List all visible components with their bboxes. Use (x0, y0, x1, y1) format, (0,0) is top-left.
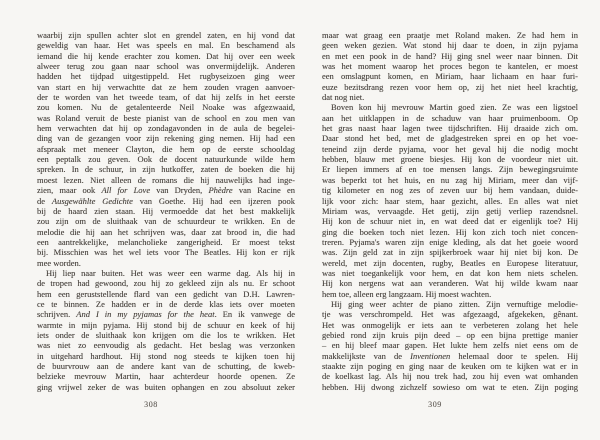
text-line: tig kilometer en nog zes of zeven uur bij hem vandaan, duide- (322, 185, 578, 196)
text-line: Hij kon nergens wat aan veranderen. Wat hij wilde kwam naar (322, 278, 578, 289)
text-line: zien, maar ook All for Love van Dryden, Phèdre van Racine en (37, 185, 295, 196)
text-line: wereld, met zijn docenten, rugby, Beatles en Europese literatuur, (322, 257, 578, 268)
text-line: ce te binnen. Ze hadden er in de derde klas iets over moeten (37, 298, 295, 309)
book-page-right (322, 30, 578, 420)
text-line: zou zijn om de sluithaak van de schuurdeur te wrikken. En de (37, 216, 295, 227)
text-line: hem een geruststellende flard van een gedicht van D.H. Lawren- (37, 288, 295, 299)
text-line: de buurvrouw aan de andere kant van de schutting, de kweb- (37, 361, 295, 371)
text-line: Hij liep naar buiten. Het was weer een warme dag. Als hij in (46, 267, 295, 278)
text-line: de Ausgewählte Gedichte van Goethe. Hij had een ijzeren pook (37, 195, 296, 206)
text-line: afspraak met meneer Clayton, die hem op de eerste schooldag (37, 143, 295, 154)
text-line: een peptalk zou geven. Ook de docent natuurkunde wilde hem (37, 154, 295, 165)
text-line: Er liepen immers af en toe mensen langs. Zijn bewegingsruimte (322, 164, 578, 175)
text-line: en met een pook in de hand? Hij ging snel weer naar binnen. Dit (322, 50, 578, 61)
text-line: moest lezen. Niet alleen de romans die hij nauwelijks had inge- (37, 174, 295, 185)
text-line: treren. Pyjama's waren zijn enige kleding, als dat het goeie woord (322, 236, 578, 247)
text-line: iets onder de sluithaak kon krijgen om die los te wrikken. Het (37, 329, 295, 340)
text-line: melodie die hij aan het schrijven was, daar zat brood in, die had (37, 226, 295, 237)
text-line: Hij kon de schuur niet in, en wat deed dat er eigenlijk toe? Hij (322, 216, 578, 227)
text-line: belzieke mevrouw Martin, haar achterdeur hoorde openen. Ze (37, 371, 295, 382)
text-line: was Roland veruit de beste pianist van de school en zou men van (37, 112, 295, 123)
text-line: spreken. In de schuur, in zijn hutkoffer, zaten de boeken die hij (37, 164, 295, 175)
text-line: hadden het tijdpad uitgestippeld. Het rugbyseizoen ging weer (37, 71, 295, 82)
text-line: Het was onmogelijk er iets aan te verbeteren zolang het hele (322, 319, 578, 330)
text-line: staakte zijn poging en ging naar de keuken om te kijken wat er in (322, 361, 578, 371)
text-line: waarbij zijn spullen achter slot en grendel zaten, en hij vond dat (37, 30, 295, 40)
text-line: Daar stond het bed, met de gladgestreken sprei en op het voe- (322, 133, 578, 144)
text-line: van start en hij verwachtte dat ze hem zouden vragen aanvoer- (37, 81, 295, 92)
text-line: tje was verschrompeld. Het was afgezaagd, afgekeken, gênant. (322, 309, 578, 320)
text-line: der te worden van het tweede team, of dat hij zelfs in het eerste (37, 92, 295, 103)
text-line: alweer terug zou gaan naar school was onvermijdelijk. Anderen (37, 61, 295, 72)
text-line: was. Zijn geld zat in zijn spijkerbroek waar hij niet bij kon. De (322, 247, 578, 258)
text-line: Hij ging weer achter de piano zitten. Zijn vernuftige melodie- (331, 298, 578, 309)
text-line: Miriam was, vervaagde. Het getij, zijn getij verliep razendsnel. (322, 205, 578, 216)
page-text-block (322, 30, 578, 392)
text-line: ging vrijwel zeker de was buiten ophangen en zou absoluut zeker (37, 381, 295, 392)
text-line: de tropen had gewoond, zou hij zo gekleed zijn als nu. Er schoot (37, 278, 295, 289)
text-line: aan het uitklappen in de schaduw van haar pruimenboom. Op (322, 112, 578, 123)
text-line: Boven kon hij mevrouw Martin goed zien. Ze was een ligstoel (331, 102, 578, 113)
text-line: warmte in mijn pyjama. Hij stond bij de schuur en keek of hij (37, 319, 295, 330)
text-line: een aantrekkelijke, melancholieke zangerigheid. Er moest tekst (37, 236, 295, 247)
text-line: hebben. Hij dwong zichzelf sowieso om wat te eten. Zijn poging (322, 381, 578, 392)
text-line: hebben, blauw met groene biesjes. Hij kon de voordeur niet uit. (322, 154, 578, 165)
text-line: ding van de gezangen voor zijn rekening ging nemen. Hij had een (37, 133, 295, 144)
text-line: dat nog niet. (322, 92, 365, 103)
text-line: een omslagpunt komen, en Miriam, haar lichaam en haar furi- (322, 71, 578, 82)
page-number: 309 (428, 400, 442, 409)
text-line: het gras naast haar lagen twee tijdschriften. Hij draaide zich om. (322, 123, 578, 134)
text-line: de koelkast lag. Als hij nou trek had, zou hij even wat omhanden (322, 371, 578, 382)
text-line: was het moment waarop het proces begon te kantelen, er moest (322, 61, 578, 72)
text-line: lijk voor zich: haar stem, haar gezicht, alles. En alles wat niet (322, 195, 578, 206)
text-line: bij de haard zien staan. Hij vermoedde dat het best makkelijk (37, 205, 295, 216)
text-line: hem verwachten dat hij op zondagavonden in de aula de begelei- (37, 123, 295, 134)
text-line: was niet toegankelijk voor hem, en dat kon hem niets schelen. (322, 267, 578, 278)
text-line: in uitgehard hardhout. Hij stond nog steeds te kijken toen hij (37, 350, 295, 361)
text-line: geweldig van haar. Het was speels en mal. En beschamend als (37, 40, 295, 51)
text-line: teneind zijn derde pyjama, voor het geval hij die nodig mocht (322, 143, 578, 154)
text-line: schrijven. And I in my pyjamas for the heat. En ik vanwege de (37, 309, 295, 320)
text-line: maar wat graag een praatje met Roland maken. Ze had hem in (322, 30, 578, 40)
text-line: gebied rond zijn kruis pijn deed – op een bijna prettige manier (322, 329, 578, 340)
text-line: zou komen. Nu de getalenteerde Neil Noake was afgezwaaid, (37, 102, 295, 113)
text-line: hem toe, alleen erg langzaam. Hij moest wachten. (322, 288, 492, 299)
page-text-block (37, 30, 295, 392)
text-line: bij. Misschien was het wel iets voor The Beatles. Hij kon er rijk (37, 247, 295, 258)
text-line: euze bezitsdrang rezen voor hem op, zij het niet heel krachtig, (322, 81, 578, 92)
text-line: ging die boeken toch niet lezen. Hij kon zich toch niet concen- (322, 226, 578, 237)
text-line: makkelijkste van de Inventionen helemaal door te spelen. Hij (322, 350, 578, 361)
text-line: was niet zo eenvoudig als gedacht. Het beslag was verzonken (37, 340, 295, 351)
text-line: – en hij bleef maar gapen. Het lukte hem zelfs niet eens om de (322, 340, 578, 351)
text-line: was beperkt tot het huis, en nu zag hij Miriam, meer dan vijf- (322, 174, 578, 185)
page-number: 308 (144, 400, 158, 409)
text-line: mee worden. (37, 257, 81, 268)
text-line: geen weken gezien. Wat stond hij daar te doen, in zijn pyjama (322, 40, 578, 51)
book-page-left (37, 30, 295, 420)
text-line: iemand die hij kende erachter zou komen. Dat hij over een week (37, 50, 295, 61)
